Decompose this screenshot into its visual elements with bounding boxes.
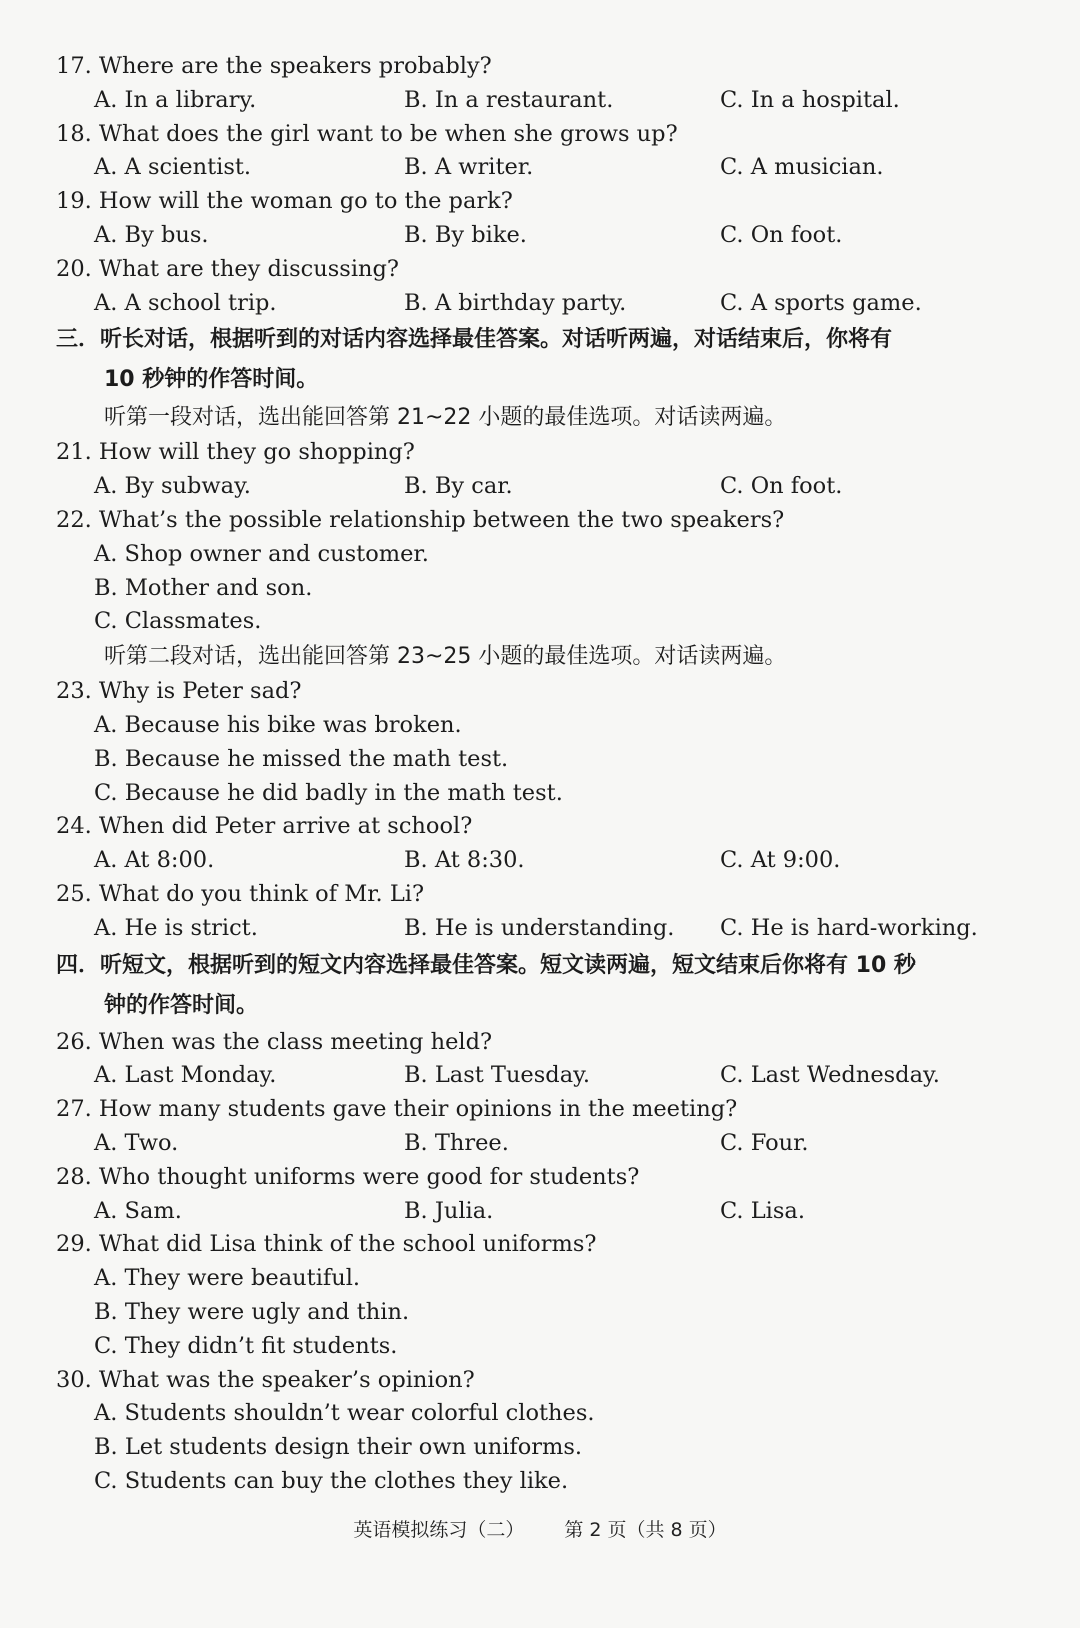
option-18c: C. A musician. (720, 154, 884, 181)
option-17a: A. In a library. (94, 86, 257, 113)
option-22b: B. Mother and son. (94, 574, 313, 601)
options-21 (56, 470, 1046, 504)
question-25: 25. What do you think of Mr. Li? (56, 880, 425, 907)
option-29c: C. They didn’t fit students. (94, 1332, 398, 1359)
section-4-heading-cont: 钟的作答时间。 (104, 992, 259, 1018)
option-24c: C. At 9:00. (720, 847, 841, 874)
option-27c: C. Four. (720, 1129, 809, 1156)
question-26: 26. When was the class meeting held? (56, 1028, 493, 1055)
options-17 (56, 84, 1046, 118)
option-27b: B. Three. (404, 1129, 509, 1156)
option-28a: A. Sam. (94, 1197, 182, 1224)
question-27: 27. How many students gave their opinions in the meeting? (56, 1096, 738, 1123)
section-3-direction-1: 听第一段对话，选出能回答第 21~22 小题的最佳选项。对话读两遍。 (104, 405, 787, 431)
option-24b: B. At 8:30. (404, 847, 525, 874)
option-19a: A. By bus. (94, 221, 209, 248)
option-18a: A. A scientist. (94, 154, 252, 181)
option-23a: A. Because his bike was broken. (94, 711, 462, 738)
option-24a: A. At 8:00. (94, 847, 215, 874)
question-23: 23. Why is Peter sad? (56, 678, 302, 705)
option-30b: B. Let students design their own uniforms. (94, 1434, 583, 1461)
footer-page-number: 第 2 页（共 8 页） (564, 1519, 727, 1541)
option-27a: A. Two. (94, 1129, 179, 1156)
option-26c: C. Last Wednesday. (720, 1062, 940, 1089)
question-20: 20. What are they discussing? (56, 255, 399, 282)
section-3-heading: 三．听长对话，根据听到的对话内容选择最佳答案。对话听两遍，对话结束后，你将有 (56, 327, 893, 353)
section-3-direction-2: 听第二段对话，选出能回答第 23~25 小题的最佳选项。对话读两遍。 (104, 644, 787, 670)
option-26b: B. Last Tuesday. (404, 1062, 590, 1089)
option-21c: C. On foot. (720, 473, 843, 500)
options-19 (56, 219, 1046, 253)
option-21b: B. By car. (404, 473, 513, 500)
question-29: 29. What did Lisa think of the school uniforms? (56, 1231, 597, 1258)
option-25a: A. He is strict. (94, 914, 258, 941)
options-28 (56, 1195, 1046, 1229)
option-19b: B. By bike. (404, 221, 527, 248)
options-25 (56, 912, 1046, 946)
option-19c: C. On foot. (720, 221, 843, 248)
page-content (56, 50, 1046, 1499)
option-17b: B. In a restaurant. (404, 86, 614, 113)
option-25c: C. He is hard-working. (720, 914, 978, 941)
option-25b: B. He is understanding. (404, 914, 675, 941)
option-29b: B. They were ugly and thin. (94, 1298, 410, 1325)
section-4-heading: 四．听短文，根据听到的短文内容选择最佳答案。短文读两遍，短文结束后你将有 10 秒 (56, 952, 916, 978)
option-30a: A. Students shouldn’t wear colorful clothes. (94, 1400, 595, 1427)
option-20c: C. A sports game. (720, 289, 922, 316)
section-3-heading-cont: 10 秒钟的作答时间。 (104, 367, 319, 393)
option-28c: C. Lisa. (720, 1197, 805, 1224)
question-24: 24. When did Peter arrive at school? (56, 813, 473, 840)
option-17c: C. In a hospital. (720, 86, 900, 113)
option-30c: C. Students can buy the clothes they like. (94, 1467, 569, 1494)
question-30: 30. What was the speaker’s opinion? (56, 1366, 475, 1393)
option-23b: B. Because he missed the math test. (94, 745, 509, 772)
option-18b: B. A writer. (404, 154, 534, 181)
option-21a: A. By subway. (94, 473, 251, 500)
question-28: 28. Who thought uniforms were good for students? (56, 1163, 640, 1190)
option-22c: C. Classmates. (94, 608, 262, 635)
option-20a: A. A school trip. (94, 289, 277, 316)
options-20 (56, 287, 1046, 321)
options-24 (56, 844, 1046, 878)
option-23c: C. Because he did badly in the math test. (94, 779, 563, 806)
question-19: 19. How will the woman go to the park? (56, 188, 513, 215)
page-footer (0, 1515, 1080, 1542)
option-29a: A. They were beautiful. (94, 1265, 361, 1292)
option-26a: A. Last Monday. (94, 1062, 277, 1089)
option-22a: A. Shop owner and customer. (94, 540, 429, 567)
footer-title: 英语模拟练习（二） (353, 1519, 525, 1541)
question-17: 17. Where are the speakers probably? (56, 53, 492, 79)
options-26 (56, 1059, 1046, 1093)
options-18 (56, 151, 1046, 185)
question-21: 21. How will they go shopping? (56, 439, 415, 466)
question-22: 22. What’s the possible relationship between the two speakers? (56, 506, 785, 533)
option-20b: B. A birthday party. (404, 289, 627, 316)
options-27 (56, 1127, 1046, 1161)
option-28b: B. Julia. (404, 1197, 494, 1224)
question-18: 18. What does the girl want to be when she grows up? (56, 120, 678, 147)
